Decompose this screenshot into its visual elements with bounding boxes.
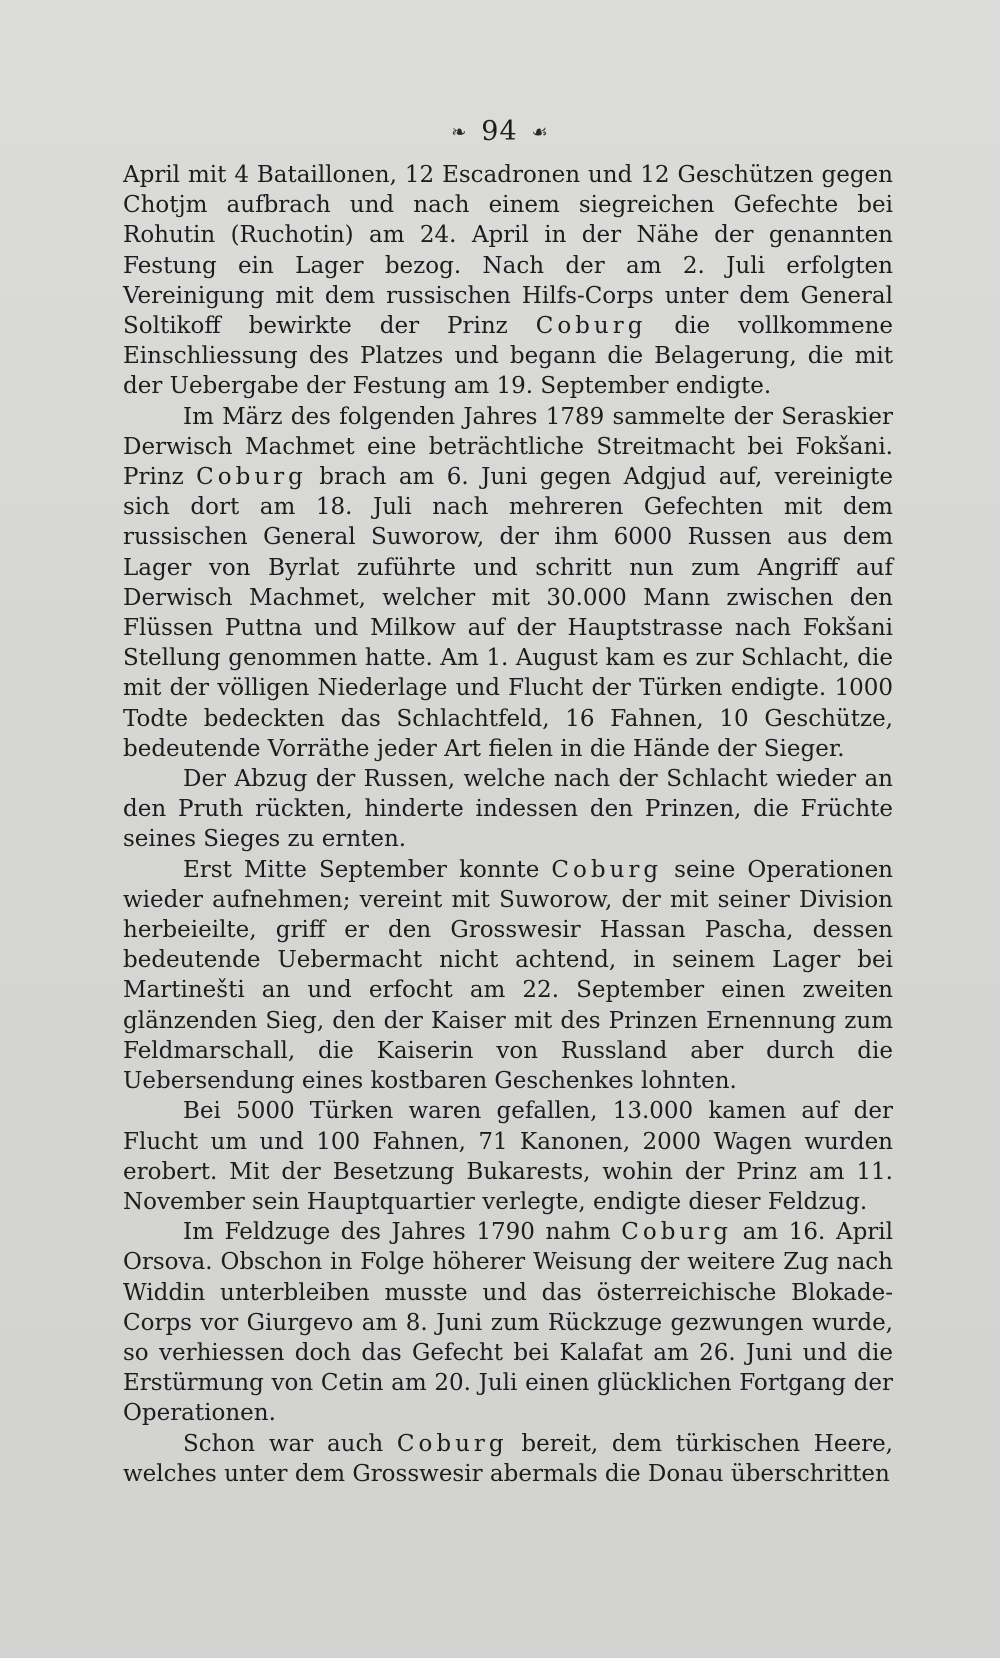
text-run: seine Operationen wieder aufnehmen; vereint mit Suworow, der mit seiner Division herbeieilte, griff er den Grosswesir Hassan Pascha, dessen bedeutende Uebermacht nicht achtend, in seinem Lager bei Martinešti an und erfocht am 22. September einen zweiten glänzenden Sieg, den der Kaiser mit des Prinzen Ernennung zum Feldmarschall, die Kaiserin von Russland aber durch die Uebersendung eines kostbaren Geschenkes lohnten.	[123, 856, 893, 1095]
paragraph	[123, 1096, 893, 1217]
page-header	[0, 112, 1000, 153]
text-run: Im März des folgenden Jahres 1789 sammelte der Seraskier Derwisch Machmet eine beträchtliche Streitmacht bei Fokšani. Prinz	[123, 403, 893, 491]
text-run: April mit 4 Bataillonen, 12 Escadronen und 12 Geschützen gegen Chotjm aufbrach und nach einem siegreichen Gefechte bei Rohutin (Ruchotin) am 24. April in der Nähe der genannten Festung ein Lager bezog. Nach der am 2. Juli erfolgten Vereinigung mit dem russischen Hilfs-Corps unter dem General Soltikoff bewirkte der Prinz	[123, 162, 893, 340]
ornament-left-icon: ❧	[451, 121, 468, 143]
body-text	[123, 160, 893, 1489]
text-run: brach am 6. Juni gegen Adgjud auf, vereinigte sich dort am 18. Juli nach mehreren Gefechten mit dem russischen General Suworow, der ihm 6000 Russen aus dem Lager von Byrlat zuführte und schritt nun zum Angriff auf Derwisch Machmet, welcher mit 30.000 Mann zwischen den Flüssen Puttna und Milkow auf der Hauptstrasse nach Fokšani Stellung genommen hatte. Am 1. August kam es zur Schlacht, die mit der völligen Niederlage und Flucht der Türken endigte. 1000 Todte bedeckten das Schlachtfeld, 16 Fahnen, 10 Geschütze, bedeutende Vorräthe jeder Art fielen in die Hände der Sieger.	[123, 464, 893, 762]
paragraph	[123, 1217, 893, 1428]
page-number: 94	[481, 116, 518, 147]
text-run: Bei 5000 Türken waren gefallen, 13.000 kamen auf der Flucht um und 100 Fahnen, 71 Kanonen, 2000 Wagen wurden erobert. Mit der Besetzung Bukarests, wohin der Prinz am 11. November sein Hauptquartier verlegte, endigte dieser Feldzug.	[123, 1098, 893, 1215]
spaced-name: Coburg	[396, 1430, 508, 1457]
paragraph	[123, 160, 893, 402]
paragraph	[123, 402, 893, 764]
text-run: die vollkommene Einschliessung des Platzes und begann die Belagerung, die mit der Uebergabe der Festung am 19. September endigte.	[123, 313, 893, 400]
paragraph	[123, 764, 893, 855]
text-run: Der Abzug der Russen, welche nach der Schlacht wieder an den Pruth rückten, hinderte indessen den Prinzen, die Früchte seines Sieges zu ernten.	[123, 766, 893, 853]
paragraph	[123, 1429, 893, 1489]
spaced-name: Coburg	[535, 313, 647, 340]
text-run: Erst Mitte September konnte	[183, 856, 552, 883]
text-run: Schon war auch	[183, 1430, 397, 1457]
text-run: Im Feldzuge des Jahres 1790 nahm	[183, 1219, 622, 1246]
paragraph	[123, 855, 893, 1097]
spaced-name: Coburg	[551, 856, 663, 883]
ornament-right-icon: ☙	[531, 121, 549, 143]
spaced-name: Coburg	[621, 1219, 732, 1246]
text-run: bereit, dem türkischen Heere, welches unter dem Grosswesir abermals die Donau überschritten	[123, 1430, 893, 1487]
text-run: am 16. April Orsova. Obschon in Folge höherer Weisung der weitere Zug nach Widdin unterbleiben musste und das österreichische Blokade-Corps vor Giurgevo am 8. Juni zum Rückzuge gezwungen wurde, so verhiessen doch das Gefecht bei Kalafat am 26. Juni und die Erstürmung von Cetin am 20. Juli einen glücklichen Fortgang der Operationen.	[123, 1219, 893, 1427]
spaced-name: Coburg	[196, 464, 307, 491]
